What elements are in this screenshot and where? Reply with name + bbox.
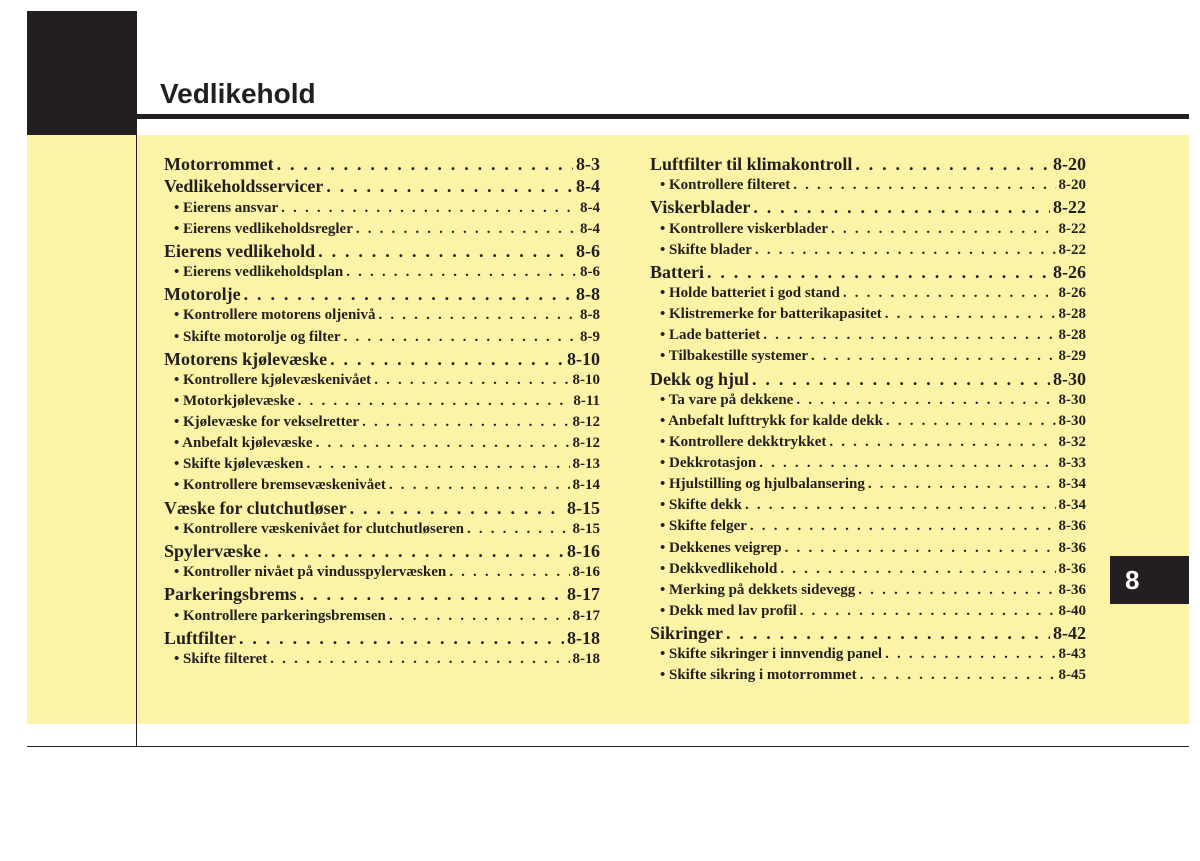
dot-leader xyxy=(793,175,1055,196)
dot-leader xyxy=(350,497,564,519)
toc-subsection-entry[interactable] xyxy=(650,240,1086,261)
toc-entry-label: • Skifte kjølevæsken xyxy=(174,456,304,473)
toc-entry-label: Vedlikeholdsservicer xyxy=(164,176,324,197)
toc-page-number: 8-30 xyxy=(1058,412,1086,429)
toc-page-number: 8-4 xyxy=(580,220,600,237)
toc-subsection-entry[interactable] xyxy=(650,175,1086,196)
toc-entry-label: • Skifte dekk xyxy=(660,497,742,514)
toc-page-number: 8-30 xyxy=(1058,391,1086,408)
page-title: Vedlikehold xyxy=(160,78,316,109)
toc-entry-label: • Skifte motorolje og filter xyxy=(174,328,341,345)
toc-entry-label: • Skifte blader xyxy=(660,241,752,258)
toc-page-number: 8-9 xyxy=(580,328,600,345)
toc-entry-label: • Anbefalt kjølevæske xyxy=(174,435,313,452)
toc-page-number: 8-15 xyxy=(567,497,600,518)
toc-entry-label: • Dekkvedlikehold xyxy=(660,560,778,577)
toc-page-number: 8-20 xyxy=(1058,177,1086,194)
corner-block xyxy=(27,11,137,135)
toc-page-number: 8-16 xyxy=(572,564,600,581)
dot-leader xyxy=(344,327,577,348)
dot-leader xyxy=(885,644,1055,665)
toc-subsection-entry[interactable] xyxy=(164,370,600,391)
dot-leader xyxy=(389,606,570,627)
dot-leader xyxy=(306,454,569,475)
toc-subsection-entry[interactable] xyxy=(164,198,600,219)
toc-section-entry[interactable] xyxy=(650,622,1086,644)
toc-entry-label: • Dekkenes veigrep xyxy=(660,539,782,556)
dot-leader xyxy=(277,153,573,175)
toc-page-number: 8-32 xyxy=(1058,434,1086,451)
toc-entry-label: Motorolje xyxy=(164,284,241,305)
toc-page-number: 8-28 xyxy=(1058,327,1086,344)
toc-section-entry[interactable] xyxy=(164,283,600,305)
toc-entry-label: • Tilbakestille systemer xyxy=(660,348,809,365)
toc-entry-label: • Merking på dekkets sidevegg xyxy=(660,581,856,598)
dot-leader xyxy=(270,649,569,670)
toc-page-number: 8-34 xyxy=(1058,476,1086,493)
toc-subsection-entry[interactable] xyxy=(164,475,600,496)
dot-leader xyxy=(300,583,564,605)
dot-leader xyxy=(759,453,1055,474)
toc-entry-label: • Kontrollere væskenivået for clutchutløseren xyxy=(174,520,464,537)
dot-leader xyxy=(745,495,1056,516)
dot-leader xyxy=(831,219,1055,240)
toc-subsection-entry[interactable] xyxy=(650,411,1086,432)
vertical-rule xyxy=(136,11,137,747)
dot-leader xyxy=(860,665,1056,686)
toc-entry-label: • Kontrollere viskerblader xyxy=(660,220,829,237)
dot-leader xyxy=(829,432,1055,453)
toc-subsection-entry[interactable] xyxy=(650,432,1086,453)
toc-entry-label: • Kontrollere filteret xyxy=(660,177,791,194)
toc-subsection-entry[interactable] xyxy=(650,601,1086,622)
toc-entry-label: Motorrommet xyxy=(164,154,274,174)
bottom-rule xyxy=(27,746,1189,747)
toc-page-number: 8-17 xyxy=(572,607,600,624)
toc-entry-label: • Anbefalt lufttrykk for kalde dekk xyxy=(660,412,883,429)
toc-page-number: 8-36 xyxy=(1058,581,1086,598)
toc-entry-label: • Dekk med lav profil xyxy=(660,602,797,619)
dot-leader xyxy=(378,305,577,326)
dot-leader xyxy=(326,175,573,197)
dot-leader xyxy=(330,348,564,370)
toc-entry-label: • Skifte felger xyxy=(660,518,747,535)
dot-leader xyxy=(750,516,1056,537)
dot-leader xyxy=(800,601,1056,622)
toc-page-number: 8-3 xyxy=(576,154,600,174)
toc-page-number: 8-22 xyxy=(1058,220,1086,237)
dot-leader xyxy=(785,538,1056,559)
toc-subsection-entry[interactable] xyxy=(164,327,600,348)
toc-page-number: 8-18 xyxy=(572,650,600,667)
toc-entry-label: • Motorkjølevæske xyxy=(174,393,295,410)
toc-subsection-entry[interactable] xyxy=(650,453,1086,474)
toc-entry-label: • Kontrollere dekktrykket xyxy=(660,434,827,451)
dot-leader xyxy=(389,475,570,496)
toc-entry-label: • Kjølevæske for vekselretter xyxy=(174,414,360,431)
toc-section-entry[interactable] xyxy=(164,497,600,519)
toc-page-number: 8-26 xyxy=(1058,285,1086,302)
toc-section-entry[interactable] xyxy=(650,261,1086,283)
toc-entry-label: • Kontroller nivået på vindusspylervæsken xyxy=(174,564,447,581)
toc-entry-label: • Eierens vedlikeholdsplan xyxy=(174,264,344,281)
toc-right-column xyxy=(650,153,1086,686)
toc-subsection-entry[interactable] xyxy=(650,325,1086,346)
dot-leader xyxy=(886,411,1056,432)
toc-entry-label: • Skifte sikringer i innvendig panel xyxy=(660,646,883,663)
toc-page-number: 8-26 xyxy=(1053,261,1086,282)
toc-page-number: 8-45 xyxy=(1058,667,1086,684)
dot-leader xyxy=(753,196,1050,218)
dot-leader xyxy=(763,325,1055,346)
toc-entry-label: • Kontrollere bremsevæskenivået xyxy=(174,477,386,494)
dot-leader xyxy=(374,370,569,391)
toc-entry-label: • Dekkrotasjon xyxy=(660,455,757,472)
dot-leader xyxy=(885,304,1056,325)
toc-page-number: 8-4 xyxy=(580,199,600,216)
dot-leader xyxy=(780,559,1055,580)
dot-leader xyxy=(858,580,1055,601)
dot-leader xyxy=(467,519,570,540)
toc-page-number: 8-42 xyxy=(1053,622,1086,643)
toc-page-number: 8-4 xyxy=(576,176,600,197)
toc-subsection-entry[interactable] xyxy=(164,454,600,475)
toc-subsection-entry[interactable] xyxy=(650,538,1086,559)
toc-subsection-entry[interactable] xyxy=(650,580,1086,601)
toc-page-number: 8-8 xyxy=(576,284,600,305)
toc-page-number: 8-36 xyxy=(1058,518,1086,535)
toc-page-number: 8-30 xyxy=(1053,368,1086,389)
toc-subsection-entry[interactable] xyxy=(164,262,600,283)
toc-subsection-entry[interactable] xyxy=(164,519,600,540)
toc-page-number: 8-29 xyxy=(1058,348,1086,365)
toc-page-number: 8-43 xyxy=(1058,646,1086,663)
toc-section-entry[interactable] xyxy=(164,240,600,262)
toc-section-entry[interactable] xyxy=(164,540,600,562)
toc-page-number: 8-15 xyxy=(572,520,600,537)
toc-section-entry[interactable] xyxy=(164,175,600,197)
toc-subsection-entry[interactable] xyxy=(164,391,600,412)
toc-page-number: 8-20 xyxy=(1053,154,1086,174)
toc-entry-label: Sikringer xyxy=(650,622,724,643)
toc-page-number: 8-22 xyxy=(1058,241,1086,258)
toc-page-number: 8-33 xyxy=(1058,455,1086,472)
toc-page-number: 8-34 xyxy=(1058,497,1086,514)
toc-section-entry[interactable] xyxy=(164,348,600,370)
dot-leader xyxy=(752,368,1050,390)
toc-entry-label: • Kontrollere motorens oljenivå xyxy=(174,307,376,324)
toc-page-number: 8-10 xyxy=(567,348,600,369)
toc-subsection-entry[interactable] xyxy=(650,644,1086,665)
toc-entry-label: • Eierens ansvar xyxy=(174,199,279,216)
dot-leader xyxy=(843,283,1056,304)
toc-subsection-entry[interactable] xyxy=(164,219,600,240)
toc-left-column xyxy=(164,153,600,670)
dot-leader xyxy=(855,153,1050,175)
toc-entry-label: • Skifte filteret xyxy=(174,650,268,667)
toc-subsection-entry[interactable] xyxy=(650,474,1086,495)
toc-page-number: 8-36 xyxy=(1058,560,1086,577)
toc-entry-label: • Eierens vedlikeholdsregler xyxy=(174,220,353,237)
toc-page-number: 8-40 xyxy=(1058,602,1086,619)
toc-page-number: 8-13 xyxy=(572,456,600,473)
toc-page-number: 8-36 xyxy=(1058,539,1086,556)
toc-page-number: 8-28 xyxy=(1058,306,1086,323)
toc-entry-label: • Kontrollere parkeringsbremsen xyxy=(174,607,386,624)
toc-entry-label: Eierens vedlikehold xyxy=(164,240,316,261)
toc-entry-label: • Hjulstilling og hjulbalansering xyxy=(660,476,865,493)
toc-section-entry[interactable] xyxy=(164,583,600,605)
dot-leader xyxy=(356,219,577,240)
dot-leader xyxy=(264,540,564,562)
toc-entry-label: Luftfilter til klimakontroll xyxy=(650,154,853,174)
toc-subsection-entry[interactable] xyxy=(164,305,600,326)
toc-subsection-entry[interactable] xyxy=(650,304,1086,325)
toc-subsection-entry[interactable] xyxy=(650,665,1086,686)
chapter-tab[interactable]: 8 xyxy=(1110,556,1189,604)
toc-page-number: 8-11 xyxy=(573,393,600,410)
title-underline xyxy=(137,114,1189,119)
toc-entry-label: Dekk og hjul xyxy=(650,368,750,389)
toc-subsection-entry[interactable] xyxy=(650,283,1086,304)
dot-leader xyxy=(868,474,1056,495)
toc-entry-label: Batteri xyxy=(650,261,704,282)
dot-leader xyxy=(726,622,1050,644)
dot-leader xyxy=(346,262,577,283)
toc-entry-label: • Holde batteriet i god stand xyxy=(660,285,840,302)
toc-page-number: 8-12 xyxy=(572,414,600,431)
toc-section-entry[interactable] xyxy=(650,368,1086,390)
toc-page-number: 8-18 xyxy=(567,627,600,648)
dot-leader xyxy=(796,390,1055,411)
toc-entry-label: • Ta vare på dekkene xyxy=(660,391,794,408)
toc-subsection-entry[interactable] xyxy=(650,346,1086,367)
toc-entry-label: • Lade batteriet xyxy=(660,327,761,344)
toc-entry-label: Luftfilter xyxy=(164,627,236,648)
dot-leader xyxy=(811,346,1055,367)
toc-page-number: 8-12 xyxy=(572,435,600,452)
toc-subsection-entry[interactable] xyxy=(650,516,1086,537)
toc-subsection-entry[interactable] xyxy=(164,433,600,454)
dot-leader xyxy=(316,433,570,454)
dot-leader xyxy=(362,412,569,433)
dot-leader xyxy=(707,261,1050,283)
toc-entry-label: Motorens kjølevæske xyxy=(164,348,328,369)
dot-leader xyxy=(449,562,569,583)
toc-entry-label: • Kontrollere kjølevæskenivået xyxy=(174,371,372,388)
toc-entry-label: Viskerblader xyxy=(650,197,751,218)
dot-leader xyxy=(755,240,1056,261)
toc-entry-label: Væske for clutchutløser xyxy=(164,497,347,518)
toc-page-number: 8-8 xyxy=(580,307,600,324)
toc-entry-label: • Skifte sikring i motorrommet xyxy=(660,667,857,684)
dot-leader xyxy=(318,240,573,262)
toc-section-entry[interactable] xyxy=(164,627,600,649)
toc-entry-label: • Klistremerke for batterikapasitet xyxy=(660,306,882,323)
toc-page-number: 8-17 xyxy=(567,584,600,605)
toc-subsection-entry[interactable] xyxy=(164,562,600,583)
toc-page-number: 8-10 xyxy=(572,371,600,388)
toc-page-number: 8-6 xyxy=(580,264,600,281)
toc-entry-label: Spylervæske xyxy=(164,540,262,561)
toc-subsection-entry[interactable] xyxy=(650,390,1086,411)
dot-leader xyxy=(281,198,577,219)
dot-leader xyxy=(244,283,573,305)
toc-page-number: 8-22 xyxy=(1053,197,1086,218)
toc-subsection-entry[interactable] xyxy=(650,219,1086,240)
toc-subsection-entry[interactable] xyxy=(164,606,600,627)
toc-subsection-entry[interactable] xyxy=(650,495,1086,516)
toc-page-number: 8-16 xyxy=(567,540,600,561)
toc-entry-label: Parkeringsbrems xyxy=(164,584,297,605)
toc-section-entry[interactable] xyxy=(164,153,600,175)
toc-subsection-entry[interactable] xyxy=(164,412,600,433)
toc-page-number: 8-14 xyxy=(572,477,600,494)
dot-leader xyxy=(239,627,564,649)
toc-section-entry[interactable] xyxy=(650,153,1086,175)
toc-page-number: 8-6 xyxy=(576,240,600,261)
toc-subsection-entry[interactable] xyxy=(164,649,600,670)
toc-section-entry[interactable] xyxy=(650,196,1086,218)
toc-subsection-entry[interactable] xyxy=(650,559,1086,580)
dot-leader xyxy=(298,391,571,412)
